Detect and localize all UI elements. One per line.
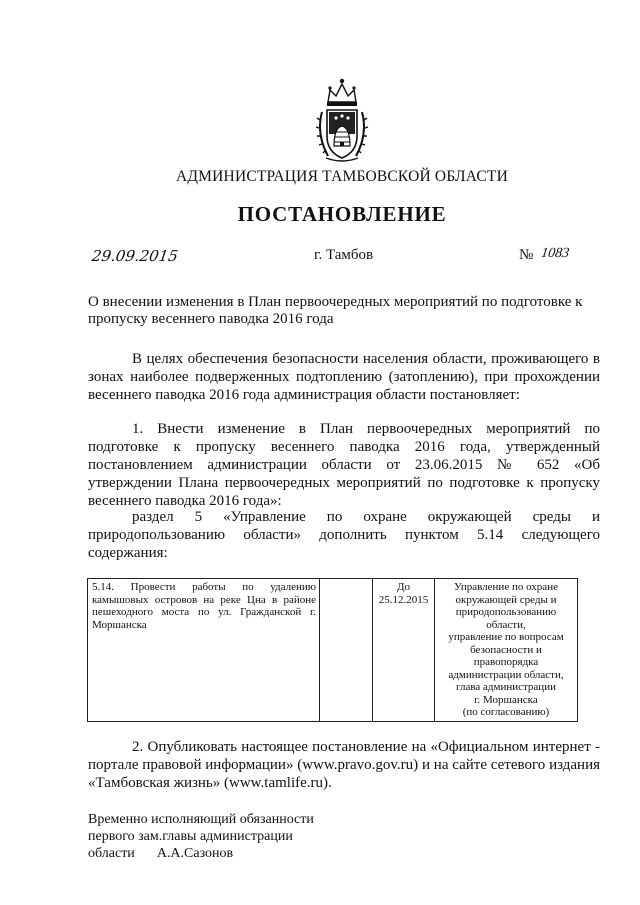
table-row: [88, 579, 578, 722]
document-city: г. Тамбов: [314, 247, 374, 263]
document-title: ПОСТАНОВЛЕНИЕ: [237, 202, 447, 226]
responsible-line: управление по вопросам: [448, 631, 564, 643]
organization-name: АДМИНИСТРАЦИЯ ТАМБОВСКОЙ ОБЛАСТИ: [176, 168, 508, 185]
signer-title-region: области: [88, 846, 135, 861]
responsible-line: окружающей среды и: [455, 593, 557, 606]
responsible-line: безопасности и правопорядка: [470, 643, 542, 668]
deadline-date: 25.12.2015: [378, 593, 429, 606]
table-cell-activity: 5.14. Провести работы по удалению камышовых островов на реке Цна в районе пешеходного моста по ул. Гражданской г. Моршанска: [88, 579, 320, 722]
document-number-label: №: [519, 247, 534, 263]
signer-name: А.А.Сазонов: [156, 846, 234, 861]
clause-1-paragraph: 1. Внести изменение в План первоочередных мероприятий по подготовке к пропуску весеннего паводка 2016 года, утвержденный постановлением администрации области от 23.06.2015 № 652 «Об утверждении Плана первоочередных мероприятий по подготовке к пропуску весеннего паводка 2016 года»:: [88, 421, 600, 509]
responsible-line: (по согласованию): [462, 706, 550, 718]
signature-block: [88, 811, 314, 862]
responsible-line: глава администрации: [456, 681, 556, 693]
signer-title-line-1: Временно исполняющий обязанности: [88, 812, 314, 827]
preamble-paragraph: В целях обеспечения безопасности населения области, проживающего в зонах наиболее подверженных подтоплению (затоплению), при прохождении весеннего паводка 2016 года администрация области постановляет:: [88, 351, 600, 403]
responsible-line: природопользованию: [455, 606, 557, 618]
table-cell-responsible: [435, 579, 578, 722]
responsible-line: администрации области,: [448, 668, 564, 681]
signer-title-line-2: первого зам.главы администрации: [88, 829, 293, 844]
plan-table: [87, 578, 578, 722]
table-cell-empty: [320, 579, 373, 722]
document-date: 29.09.2015: [90, 247, 180, 265]
section-5-paragraph: раздел 5 «Управление по охране окружающей среды и природопользованию области» дополнить пунктом 5.14 следующего содержания:: [88, 509, 600, 561]
document-number: 1083: [540, 246, 571, 261]
table-cell-deadline: [373, 579, 435, 722]
responsible-line: Управление по охране: [454, 581, 558, 593]
deadline-label: До: [396, 581, 410, 593]
document-subject: О внесении изменения в План первоочередных мероприятий по подготовке к пропуску весеннего паводка 2016 года: [88, 294, 583, 327]
responsible-line: г. Моршанска: [474, 693, 538, 706]
clause-2-paragraph: 2. Опубликовать настоящее постановление на «Официальном интернет - портале правовой информации» (www.pravo.gov.ru) и на сайте сетевого издания «Тамбовская жизнь» (www.tamlife.ru).: [88, 739, 600, 791]
coat-of-arms-icon: [314, 72, 370, 164]
signer-title-line-3: [88, 845, 314, 862]
responsible-line: области,: [486, 618, 526, 631]
